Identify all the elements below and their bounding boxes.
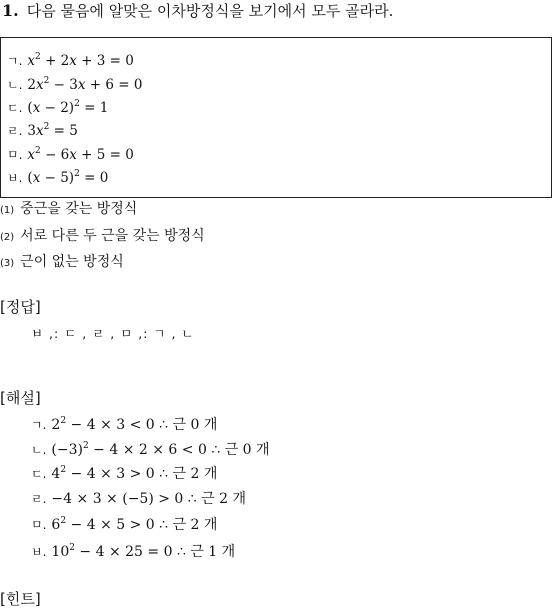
- solution-label: ㅁ.: [31, 518, 47, 532]
- sub-question-text: 서로 다른 두 근을 갖는 방정식: [20, 228, 205, 244]
- solution-label: ㄷ.: [31, 467, 47, 481]
- sub-question: [0, 225, 205, 247]
- solution-label: ㄹ.: [31, 492, 47, 506]
- choice-expression: $3x^2 = 5$: [27, 122, 78, 139]
- solution-line: [31, 414, 217, 436]
- choice-expression: $(x - 2)^2 = 1$: [27, 99, 109, 116]
- solution-line: [31, 541, 235, 563]
- answer-heading: [정답]: [0, 298, 41, 316]
- solution-expression: $(-3)^2 - 4 \times 2 \times 6 < 0$ ∴ 근 0 개: [51, 441, 270, 458]
- sub-question-text: 근이 없는 방정식: [20, 254, 124, 270]
- answer-text: ㅂ ,: ㄷ , ㄹ , ㅁ ,: ㄱ , ㄴ: [31, 326, 195, 341]
- solution-expression: $2^2 - 4 \times 3 < 0$ ∴ 근 0 개: [51, 416, 218, 433]
- choice-expression: $(x - 5)^2 = 0$: [27, 169, 109, 186]
- solution-expression: $4^2 - 4 \times 3 > 0$ ∴ 근 2 개: [51, 465, 218, 482]
- solution-expression: −4 × 3 × (−5) > 0 ∴ 근 2 개: [51, 491, 247, 507]
- question-number: 1.: [2, 1, 19, 20]
- solution-heading: [해설]: [0, 389, 41, 407]
- choice-expression: $2x^2 - 3x + 6 = 0$: [27, 76, 143, 93]
- sub-question: [0, 198, 137, 220]
- hint-heading: [힌트]: [0, 590, 41, 608]
- choice-item: [7, 120, 78, 142]
- solution-line: [31, 514, 217, 536]
- choice-label: ㄷ.: [7, 101, 23, 115]
- choice-item: [7, 97, 108, 119]
- choice-label: ㄹ.: [7, 124, 23, 138]
- sub-question-number: (1): [0, 205, 15, 216]
- choice-box: [0, 37, 552, 198]
- choice-item: [7, 144, 134, 166]
- choice-expression: $x^2 + 2x + 3 = 0$: [27, 52, 134, 69]
- solution-label: ㄴ.: [31, 443, 47, 457]
- solution-line: [31, 463, 217, 485]
- sub-question-number: (2): [0, 232, 15, 243]
- choice-item: [7, 50, 134, 72]
- solution-expression: $10^2 - 4 \times 25 = 0$ ∴ 근 1 개: [51, 543, 236, 560]
- sub-question-text: 중근을 갖는 방정식: [20, 201, 138, 217]
- choice-label: ㅁ.: [7, 148, 23, 162]
- choice-item: [7, 74, 142, 96]
- choice-label: ㅂ.: [7, 171, 23, 185]
- solution-label: ㅂ.: [31, 545, 47, 559]
- sub-question: [0, 251, 124, 273]
- choice-expression: $x^2 - 6x + 5 = 0$: [27, 146, 134, 163]
- solution-line: [31, 488, 246, 510]
- choice-label: ㄴ.: [7, 78, 23, 92]
- question-title: [2, 0, 393, 22]
- solution-line: [31, 439, 270, 461]
- solution-label: ㄱ.: [31, 418, 47, 432]
- question-prompt: 다음 물음에 알맞은 이차방정식을 보기에서 모두 골라라.: [26, 2, 394, 20]
- solution-expression: $6^2 - 4 \times 5 > 0$ ∴ 근 2 개: [51, 516, 218, 533]
- choice-item: [7, 167, 108, 189]
- sub-question-number: (3): [0, 258, 15, 269]
- choice-label: ㄱ.: [7, 54, 23, 68]
